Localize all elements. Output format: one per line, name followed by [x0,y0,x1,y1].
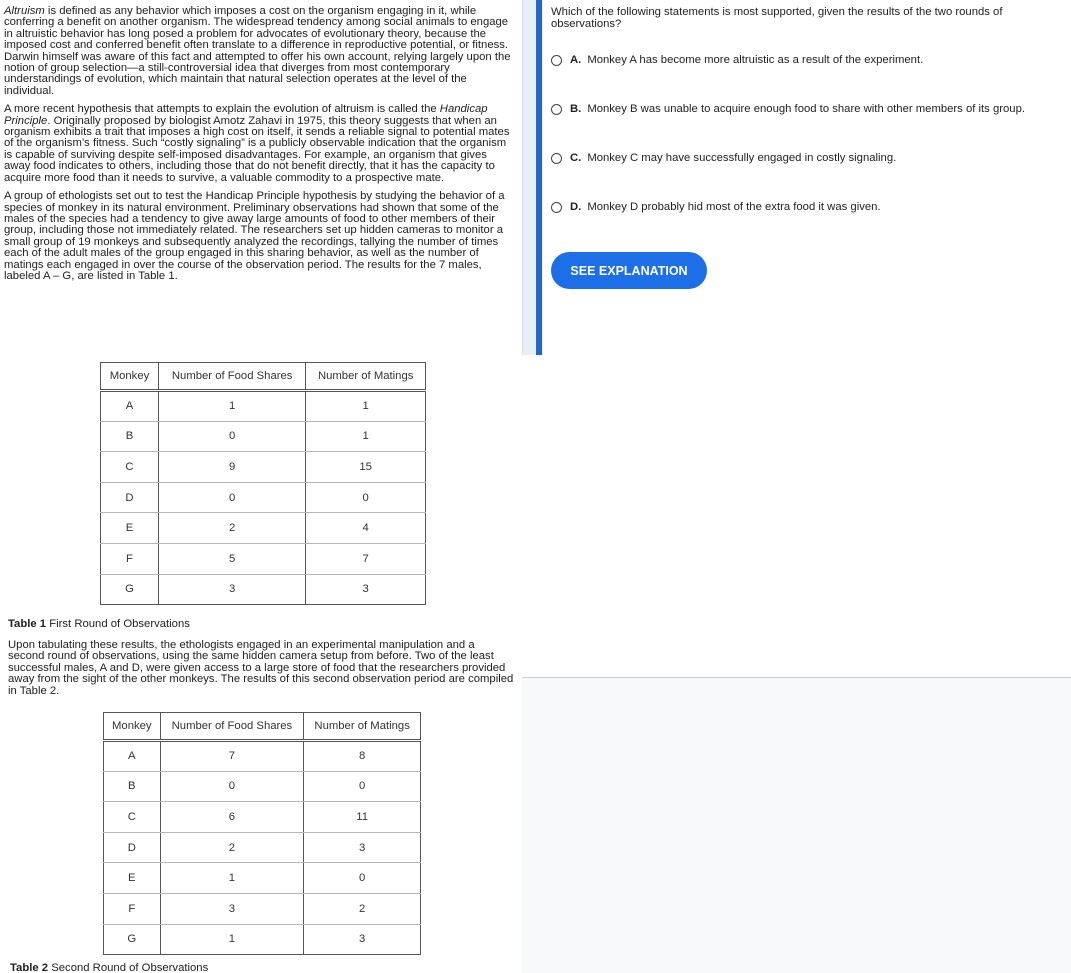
cell-food-shares: 3 [160,893,304,924]
column-header-monkey: Monkey [101,363,159,391]
cell-matings: 3 [304,832,421,863]
cell-food-shares: 6 [160,802,304,833]
answer-choice-a[interactable] [551,54,923,66]
table-row [104,802,421,833]
paragraph-2-text: . Originally proposed by biologist Amotz Zahavi in 1975, this theory suggests that when an organism exhibits a trait that imposes a high cost on itself, it sends a reliable signal to potential mates of the organism’s fitness. Such “costly signaling” is a publicly observable indication that the organism is capable of surviving despite self-imposed disadvantages. For example, an organism that gives away food indicates to others, including those that do not benefit directly, that it has the capacity to acquire more food than it needs to survive, a valuable commodity to a prospective mate. [4,114,510,184]
table-row [104,924,421,955]
table-2-caption-text: Second Round of Observations [48,962,209,973]
table-row [101,482,426,513]
answer-choice-b[interactable] [551,103,1025,115]
cell-food-shares: 2 [158,513,305,544]
table-row [104,893,421,924]
table-1-caption [8,618,190,630]
cell-matings: 0 [304,771,421,802]
question-stem: Which of the following statements is most supported, given the results of the two rounds of observations? [551,6,1003,30]
table-row [104,741,421,772]
column-header-monkey: Monkey [104,713,161,741]
cell-food-shares: 0 [158,421,305,452]
term-altruism: Altruism [4,5,45,17]
radio-button-icon[interactable] [551,153,562,164]
table-row [101,452,426,483]
cell-matings: 1 [306,421,426,452]
cell-food-shares: 2 [160,832,304,863]
cell-monkey: A [104,741,161,772]
paragraph-2-start: A more recent hypothesis that attempts to explain the evolution of altruism is called the [4,103,440,116]
question-pane [551,6,1066,278]
column-header-food-shares: Number of Food Shares [158,363,305,391]
cell-monkey: A [101,391,159,422]
cell-monkey: E [104,863,161,894]
table-row [104,771,421,802]
cell-food-shares: 3 [158,574,305,605]
passage-paragraph-4: Upon tabulating these results, the ethologists engaged in an experimental manipulation and a second round of observations, using the same hidden camera setup from before. Two of the least successful males, A and D, were given access to a large store of food that the researchers provided away from the sight of the other monkeys. The results of this second observation period are compiled in Table 2. [8,639,514,697]
cell-matings: 0 [306,482,426,513]
answer-choice-d[interactable] [551,201,881,213]
answer-choice-c[interactable] [551,152,896,164]
column-header-matings: Number of Matings [304,713,421,741]
cell-matings: 0 [304,863,421,894]
passage-paragraph-3: A group of ethologists set out to test the Handicap Principle hypothesis by studying the behavior of a species of monkey in its natural environment. Preliminary observations had shown that some of the males of the species had a tendency to give away large amounts of food to other members of their group, including those not immediately related. The researchers set up hidden cameras to monitor a small group of 19 monkeys and subsequently analyzed the recordings, tallying the number of times each of the adult males of the group engaged in this sharing behavior, as well as the number of matings each engaged in over the course of the observation period. The results for the 7 males, labeled A – G, are listed in Table 1. [4,190,505,282]
choice-text: Monkey B was unable to acquire enough food to share with other members of its group. [587,103,1026,115]
passage-paragraph-2 [4,104,516,184]
radio-button-icon[interactable] [551,202,562,213]
table-first-round [100,362,426,605]
choice-letter: B. [570,103,582,115]
table-row [104,863,421,894]
table-row [101,391,426,422]
table-2-caption-label: Table 2 [10,962,49,973]
cell-matings: 3 [306,574,426,605]
cell-monkey: G [101,574,159,605]
cell-matings: 3 [304,924,421,955]
table-row [101,543,426,574]
cell-matings: 15 [306,452,426,483]
explanation-panel [522,677,1071,973]
table-row [104,832,421,863]
table-header-row [101,363,426,391]
cell-monkey: E [101,513,159,544]
choice-text: Monkey D probably hid most of the extra food it was given. [587,201,881,213]
table-1-caption-text: First Round of Observations [46,618,190,630]
choice-text: Monkey A has become more altruistic as a result of the experiment. [587,54,924,66]
cell-monkey: C [104,802,161,833]
table-2-caption [10,962,208,973]
cell-monkey: B [104,771,161,802]
cell-matings: 4 [306,513,426,544]
cell-monkey: D [101,482,159,513]
cell-food-shares: 1 [160,863,304,894]
cell-monkey: D [104,832,161,863]
choice-letter: C. [570,152,582,164]
choice-text: Monkey C may have successfully engaged in costly signaling. [587,152,897,164]
cell-food-shares: 5 [158,543,305,574]
cell-matings: 11 [304,802,421,833]
table-row [101,421,426,452]
passage-scrollbar-thumb[interactable] [536,0,542,355]
cell-food-shares: 1 [158,391,305,422]
passage-paragraph-1 [4,6,516,97]
radio-button-icon[interactable] [551,104,562,115]
cell-food-shares: 0 [160,771,304,802]
radio-button-icon[interactable] [551,55,562,66]
cell-monkey: C [101,452,159,483]
table-row [101,574,426,605]
table-row [101,513,426,544]
cell-monkey: B [101,421,159,452]
paragraph-1-text: is defined as any behavior which imposes a cost on the organism engaging in it, while conferring a benefit on another organism. The widespread tendency among social animals to engage in altruistic behavior has long posed a problem for advocates of evolutionary theory, because the imposed cost and conferred benefit often translate to a difference in reproductive potential, or fitness. Darwin himself was aware of this fact and attempted to offer his own account, relying largely upon the notion of group selection—a still-controversial idea that diverges from most contemporary understandings of evolution, which maintain that natural selection operates at the level of the individual. [4,5,511,97]
cell-food-shares: 9 [158,452,305,483]
choice-letter: A. [570,54,582,66]
term-handicap-principle: Handicap Principle [4,103,488,127]
column-header-matings: Number of Matings [306,363,426,391]
cell-monkey: G [104,924,161,955]
cell-food-shares: 7 [160,741,304,772]
table-1-caption-label: Table 1 [8,618,47,630]
column-header-food-shares: Number of Food Shares [160,713,304,741]
table-second-round [103,712,421,955]
choice-letter: D. [570,201,582,213]
see-explanation-button[interactable]: SEE EXPLANATION [551,252,707,289]
cell-monkey: F [104,893,161,924]
passage [4,6,516,289]
cell-matings: 2 [304,893,421,924]
table-header-row [104,713,421,741]
cell-matings: 1 [306,391,426,422]
cell-monkey: F [101,543,159,574]
cell-food-shares: 1 [160,924,304,955]
cell-matings: 7 [306,543,426,574]
cell-food-shares: 0 [158,482,305,513]
cell-matings: 8 [304,741,421,772]
